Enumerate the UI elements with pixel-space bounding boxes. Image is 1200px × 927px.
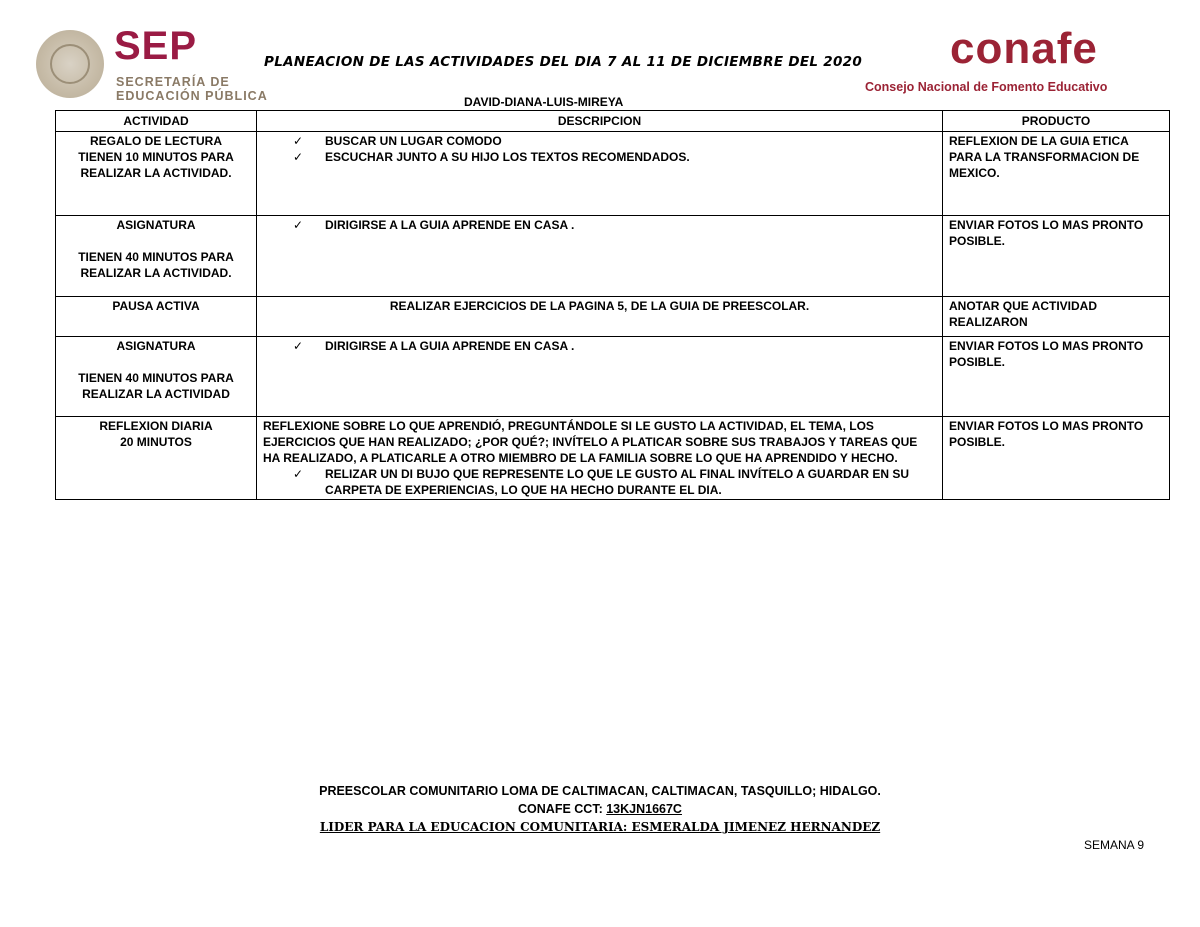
footer-leader-line: LIDER PARA LA EDUCACION COMUNITARIA: ESMERALDA JIMENEZ HERNANDEZ [319,820,881,834]
product-cell: ENVIAR FOTOS LO MAS PRONTO POSIBLE. [943,337,1170,417]
description-cell [257,132,943,216]
activity-cell [56,132,257,216]
activity-line: REFLEXION DIARIA [99,419,213,433]
table-header-row [56,111,1170,132]
column-header-activity: ACTIVIDAD [56,111,257,132]
mexico-seal-icon [36,30,104,98]
checklist-item [263,466,936,482]
checklist-item-text: RELIZAR UN DI BUJO QUE REPRESENTE LO QUE LE GUSTO AL FINAL INVÍTELO A GUARDAR EN SU [325,467,910,481]
conafe-logo [860,24,1110,102]
activity-line: ASIGNATURA [116,339,196,353]
footer-school-line: PREESCOLAR COMUNITARIO LOMA DE CALTIMACAN, CALTIMACAN, TASQUILLO; HIDALGO. [319,784,881,798]
table-row [56,337,1170,417]
footer-cct-value: 13KJN1667C [606,802,682,816]
checklist-item-continuation: CARPETA DE EXPERIENCIAS, LO QUE HA HECHO DURANTE EL DIA. [325,483,722,497]
conafe-logo-subtitle: Consejo Nacional de Fomento Educativo [865,80,1108,94]
activity-line: 20 MINUTOS [120,435,192,449]
product-cell: ANOTAR QUE ACTIVIDAD REALIZARON [943,297,1170,337]
activity-cell [56,297,257,337]
activity-line: REGALO DE LECTURA [90,134,222,148]
column-header-product: PRODUCTO [943,111,1170,132]
footer-cct-line [0,802,1200,816]
activity-line: TIENEN 40 MINUTOS PARA [78,371,234,385]
activity-line: REALIZAR LA ACTIVIDAD [82,387,230,401]
sep-logo-word: SEP [114,24,198,68]
activity-line: TIENEN 10 MINUTOS PARA [78,150,234,164]
activity-line: TIENEN 40 MINUTOS PARA [78,250,234,264]
conafe-logo-word: conafe [950,24,1098,73]
checklist-item: ✓ BUSCAR UN LUGAR COMODO [293,133,936,149]
sep-logo [36,24,268,103]
table-row [56,216,1170,297]
reflection-paragraph: REFLEXIONE SOBRE LO QUE APRENDIÓ, PREGUNTÁNDOLE SI LE GUSTO LA ACTIVIDAD, EL TEMA, LOS EJERCICIOS QUE HAN REALIZADO; ¿POR QUÉ?; INVÍTELO A PLATICAR SOBRE SUS TRABAJOS Y TAREAS QUE HA REALIZADO, A PLATICARLE A OTRO MIEMBRO DE LA FAMILIA SOBRE LO QUE HA APRENDIDO Y HECHO. [263,419,918,465]
checklist-item: ✓ DIRIGIRSE A LA GUIA APRENDE EN CASA . [293,338,936,354]
activity-cell [56,417,257,500]
description-cell [257,337,943,417]
sep-logo-line1: SECRETARÍA DE [116,75,230,89]
sep-logo-line2: EDUCACIÓN PÚBLICA [116,89,268,103]
product-cell: ENVIAR FOTOS LO MAS PRONTO POSIBLE. [943,417,1170,500]
checklist-item: ✓ DIRIGIRSE A LA GUIA APRENDE EN CASA . [293,217,936,233]
product-cell: REFLEXION DE LA GUIA ETICA PARA LA TRANSFORMACION DE MEXICO. [943,132,1170,216]
activities-table [55,110,1170,500]
activity-cell [56,216,257,297]
description-cell [257,216,943,297]
week-label: SEMANA 9 [1084,838,1145,852]
student-names: DAVID-DIANA-LUIS-MIREYA [464,95,624,109]
table-row [56,417,1170,500]
checkmark-icon: ✓ [293,467,304,481]
product-cell: ENVIAR FOTOS LO MAS PRONTO POSIBLE. [943,216,1170,297]
footer-cct-label: CONAFE CCT: [518,802,607,816]
activity-cell [56,337,257,417]
document-title: PLANEACION DE LAS ACTIVIDADES DEL DIA 7 AL 11 DE DICIEMBRE DEL 2020 [264,54,863,70]
activity-line: REALIZAR LA ACTIVIDAD. [80,266,232,280]
description-cell [257,417,943,500]
table-row [56,132,1170,216]
checklist-item: ✓ ESCUCHAR JUNTO A SU HIJO LOS TEXTOS RECOMENDADOS. [293,149,936,165]
activity-line: PAUSA ACTIVA [112,299,200,313]
activity-line: ASIGNATURA [116,218,196,232]
table-row [56,297,1170,337]
activity-line: REALIZAR LA ACTIVIDAD. [80,166,232,180]
column-header-description: DESCRIPCION [257,111,943,132]
description-cell: REALIZAR EJERCICIOS DE LA PAGINA 5, DE LA GUIA DE PREESCOLAR. [257,297,943,337]
